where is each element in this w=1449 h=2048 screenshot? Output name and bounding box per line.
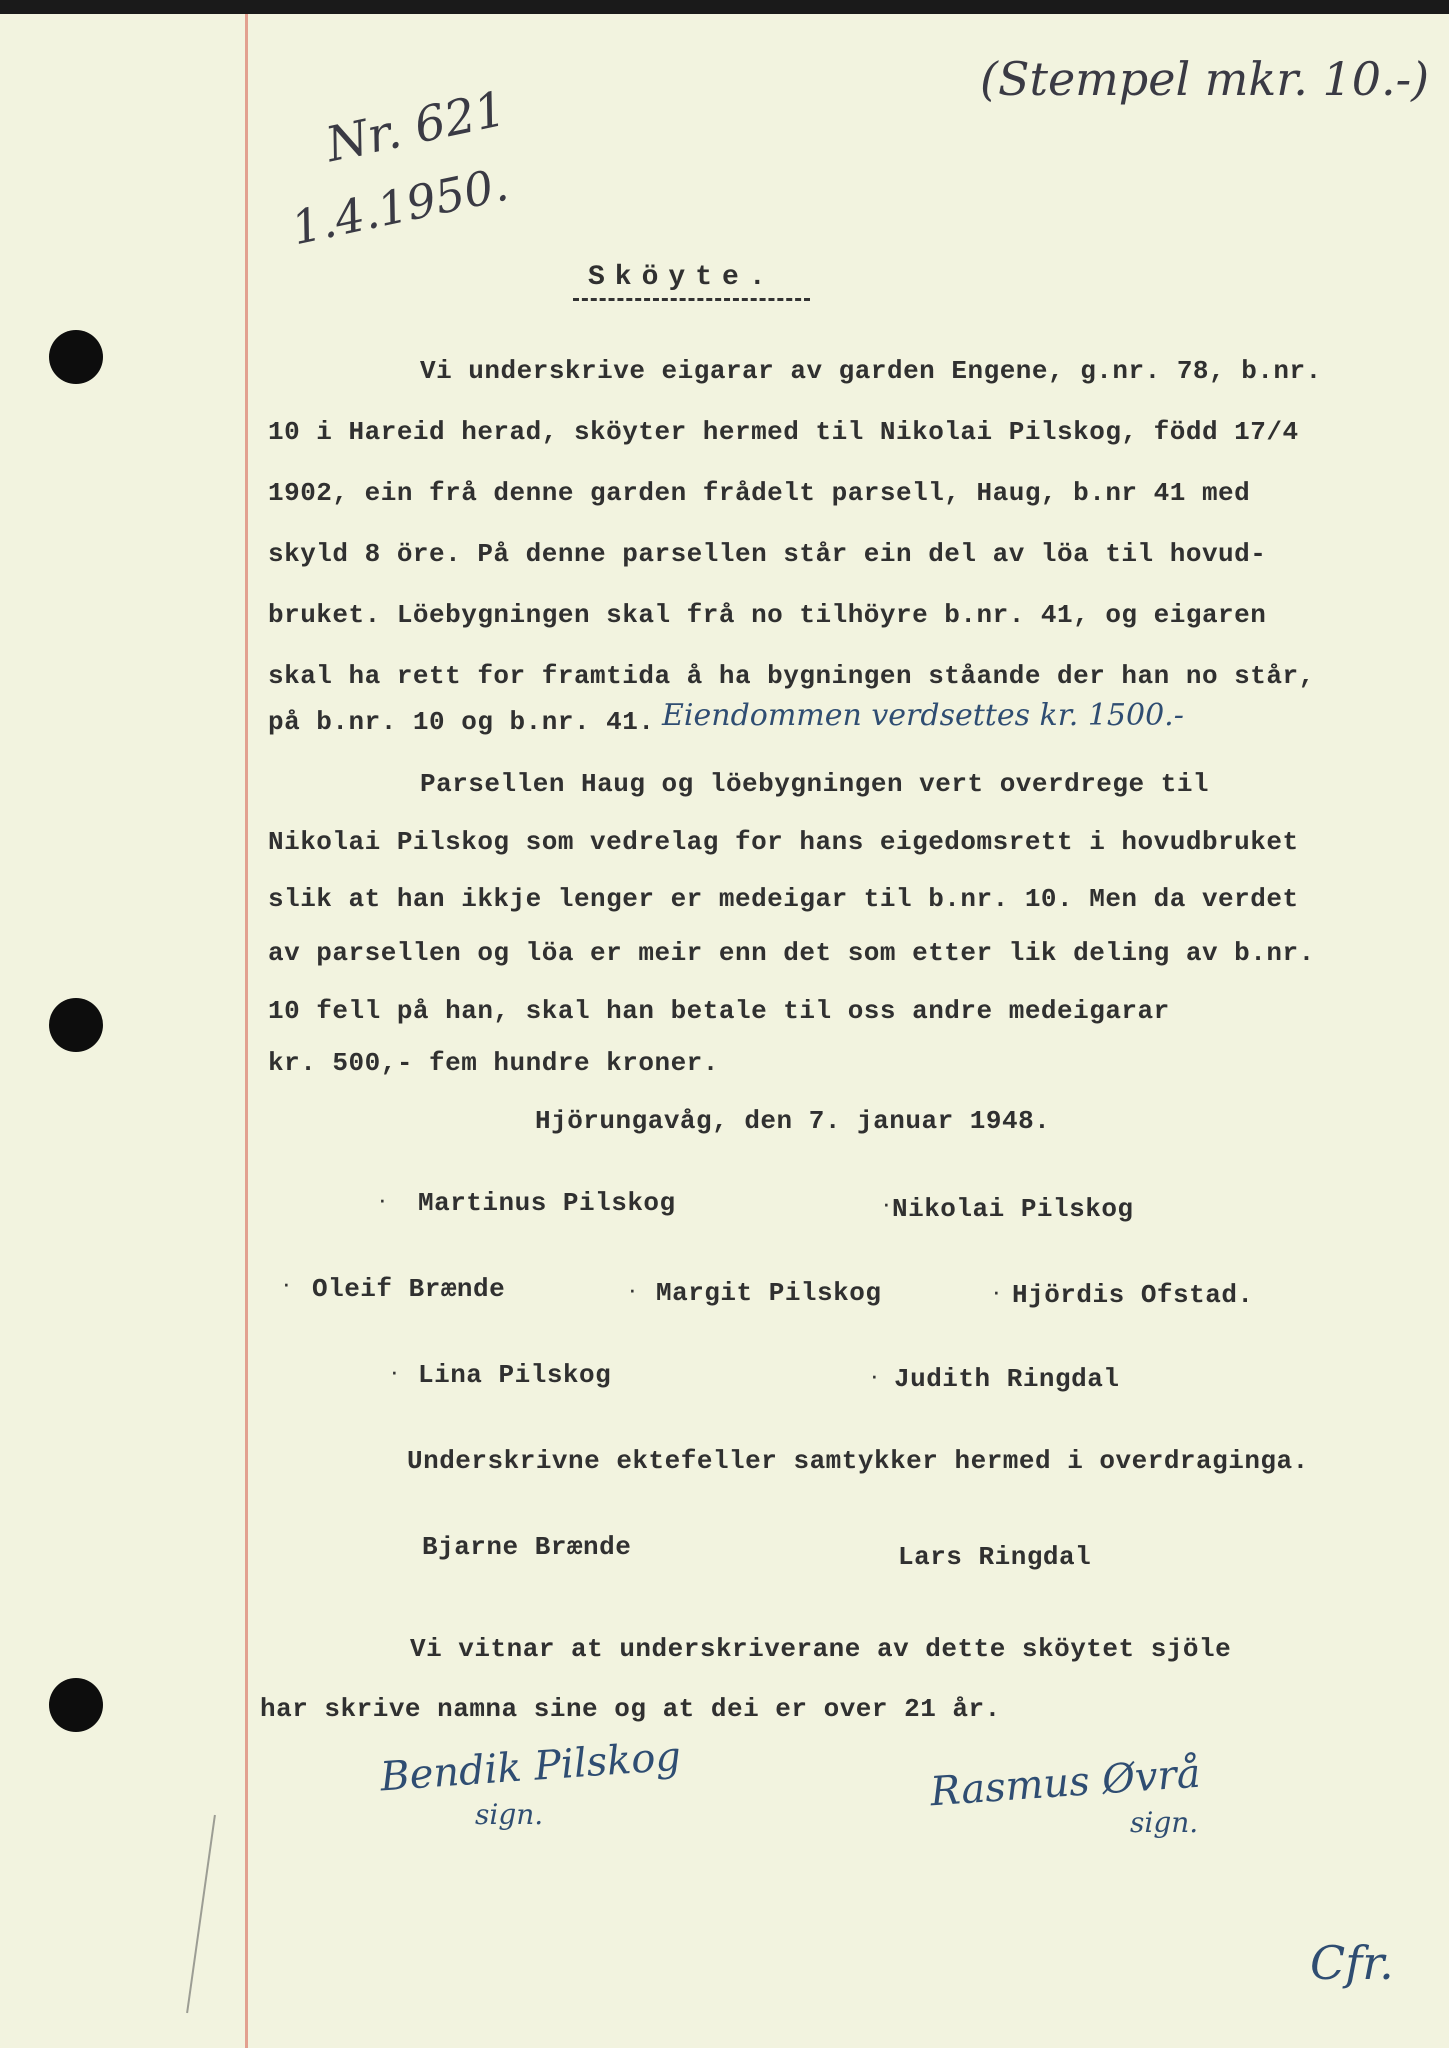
para2-line-5: 10 fell på han, skal han betale til oss andre medeigarar	[268, 996, 1170, 1026]
punch-hole-middle	[49, 998, 103, 1052]
title-underline	[573, 298, 810, 301]
document-page	[0, 14, 1449, 2048]
signature-dot: ·	[870, 1360, 879, 1390]
place-date: Hjörungavåg, den 7. januar 1948.	[535, 1106, 1051, 1136]
para1-line-1: Vi underskrive eigarar av garden Engene, g.nr. 78, b.nr.	[420, 356, 1322, 386]
signatory-hjordis: Hjördis Ofstad.	[1012, 1280, 1254, 1310]
registration-date: 1.4.1950.	[286, 156, 513, 256]
spouse-bjarne: Bjarne Brænde	[422, 1532, 632, 1562]
witness-2-sign-mark: sign.	[1130, 1806, 1199, 1839]
signature-dot: ·	[378, 1184, 387, 1214]
signature-dot: ·	[882, 1188, 891, 1218]
signatory-judith: Judith Ringdal	[894, 1364, 1120, 1394]
spouse-lars: Lars Ringdal	[898, 1542, 1092, 1572]
witness-statement-line-2: har skrive namna sine og at dei er over 21 år.	[260, 1694, 1001, 1724]
pencil-stroke	[186, 1815, 216, 2013]
para2-line-4: av parsellen og löa er meir enn det som etter lik deling av b.nr.	[268, 938, 1315, 968]
para1-line-4: skyld 8 öre. På denne parsellen står ein del av löa til hovud-	[268, 539, 1267, 569]
signature-dot: ·	[282, 1268, 291, 1298]
signatory-martinus: Martinus Pilskog	[418, 1188, 676, 1218]
witness-1-signature: Bendik Pilskog	[378, 1733, 683, 1801]
signature-dot: ·	[390, 1356, 399, 1386]
para2-line-3: slik at han ikkje lenger er medeigar til b.nr. 10. Men da verdet	[268, 884, 1299, 914]
signatory-oleif: Oleif Brænde	[312, 1274, 506, 1304]
spouses-consent: Underskrivne ektefeller samtykker hermed i overdraginga.	[407, 1446, 1309, 1476]
punch-hole-bottom	[49, 1678, 103, 1732]
document-title: Sköyte.	[588, 262, 776, 293]
para1-line-7: på b.nr. 10 og b.nr. 41.	[268, 707, 655, 737]
para1-line-3: 1902, ein frå denne garden frådelt parsell, Haug, b.nr 41 med	[268, 478, 1251, 508]
witness-2-signature: Rasmus Øvrå	[928, 1750, 1202, 1816]
stamp-note: (Stempel mkr. 10.-)	[980, 52, 1430, 106]
footer-cfr-mark: Cfr.	[1310, 1936, 1394, 1990]
para1-line-5: bruket. Löebygningen skal frå no tilhöyre b.nr. 41, og eigaren	[268, 600, 1267, 630]
para1-line-6: skal ha rett for framtida å ha bygningen ståande der han no står,	[268, 661, 1315, 691]
registration-number: Nr. 621	[321, 80, 511, 174]
punch-hole-top	[49, 330, 103, 384]
margin-line	[245, 14, 248, 2048]
signatory-lina: Lina Pilskog	[418, 1360, 612, 1390]
para1-line-2: 10 i Hareid herad, sköyter hermed til Nikolai Pilskog, född 17/4	[268, 417, 1299, 447]
handwritten-valuation: Eiendommen verdsettes kr. 1500.-	[662, 698, 1184, 733]
signature-dot: ·	[628, 1274, 637, 1304]
witness-statement-line-1: Vi vitnar at underskriverane av dette sköytet sjöle	[410, 1634, 1232, 1664]
witness-1-sign-mark: sign.	[475, 1798, 544, 1831]
signature-dot: ·	[992, 1276, 1001, 1306]
signatory-nikolai: Nikolai Pilskog	[892, 1194, 1134, 1224]
para2-line-6: kr. 500,- fem hundre kroner.	[268, 1048, 719, 1078]
para2-line-1: Parsellen Haug og löebygningen vert overdrege til	[420, 769, 1210, 799]
para2-line-2: Nikolai Pilskog som vedrelag for hans eigedomsrett i hovudbruket	[268, 827, 1299, 857]
signatory-margit: Margit Pilskog	[656, 1278, 882, 1308]
